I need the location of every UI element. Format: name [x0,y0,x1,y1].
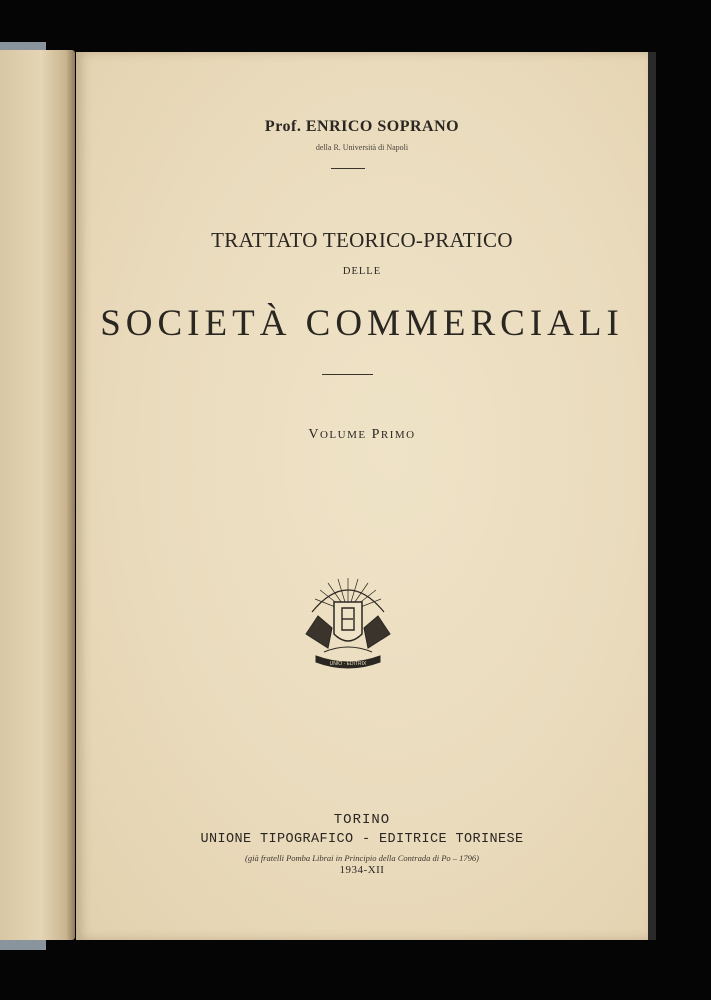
left-page-edge [0,50,75,940]
imprint-city: TORINO [333,812,391,828]
publisher-emblem-icon [298,572,398,676]
imprint-publisher: UNIONE TIPOGRAFICO - EDITRICE TORINESE [200,832,524,847]
title-line-1: TRATTATO TEORICO-PRATICO [211,228,513,252]
author: Prof. ENRICO SOPRANO [264,118,460,135]
volume-label: VOLUME PRIMO [308,427,416,442]
author-affiliation: della R. Università di Napoli [315,143,409,152]
divider-rule [322,374,373,375]
book-board-edge [648,52,656,940]
title-connector: DELLE [342,266,382,277]
title-page [76,52,648,940]
imprint-year: 1934-XII [339,864,385,876]
divider-rule [331,168,365,169]
emblem-motto: UNIO · EDITRIX [329,661,367,667]
imprint-note: (già fratelli Pomba Librai in Principio della Contrada di Po – 1796) [245,853,479,863]
title-main: SOCIETÀ COMMERCIALI [100,303,624,344]
